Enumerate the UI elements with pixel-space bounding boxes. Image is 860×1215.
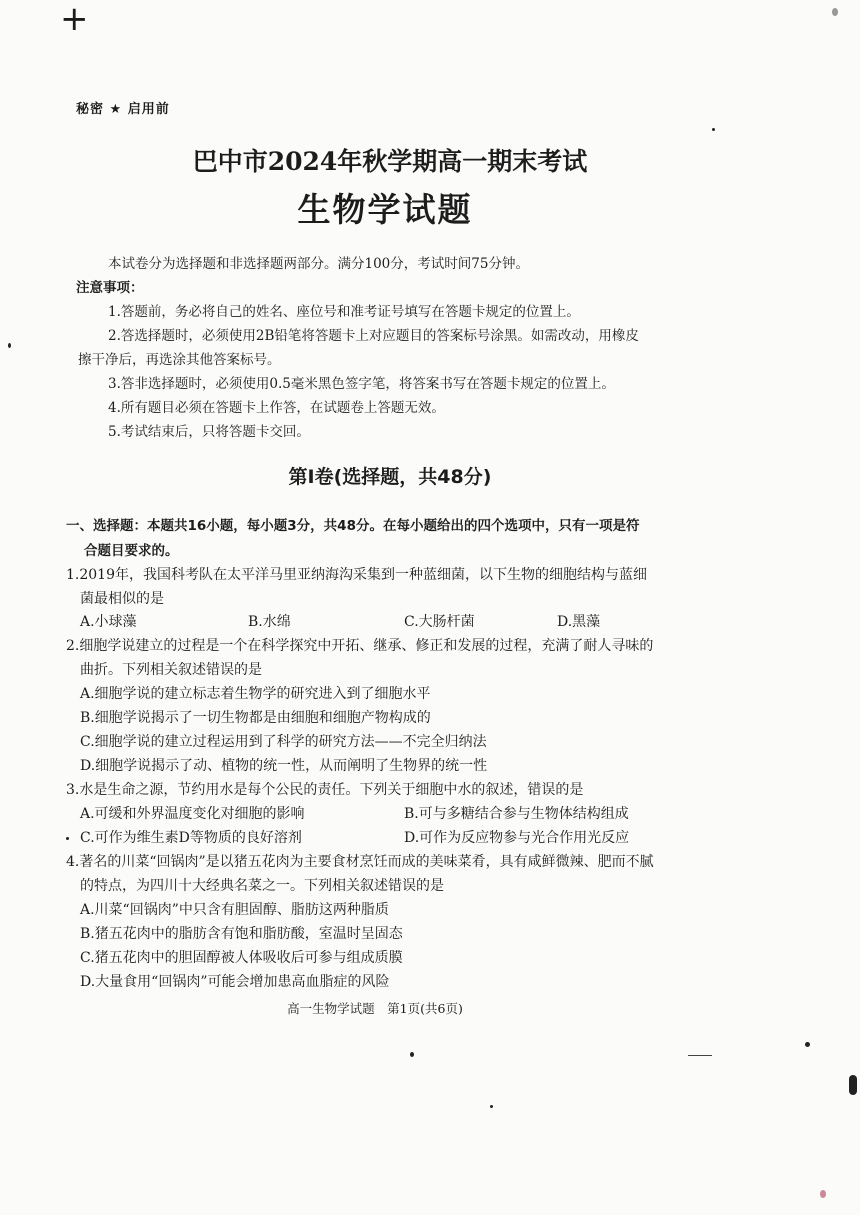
scan-speck <box>410 1052 414 1057</box>
question-stem: 的特点，为四川十大经典名菜之一。下列相关叙述错误的是 <box>80 878 444 894</box>
notice-item: 1.答题前，务必将自己的姓名、座位号和准考证号填写在答题卡规定的位置上。 <box>108 304 580 320</box>
answer-option: D.黑藻 <box>557 614 601 630</box>
answer-option: B.可与多糖结合参与生物体结构组成 <box>404 806 629 822</box>
notice-heading: 注意事项： <box>76 280 144 296</box>
notice-item: 3.答非选择题时，必须使用0.5毫米黑色签字笔，将答案书写在答题卡规定的位置上。 <box>108 376 615 392</box>
notice-item: 2.答选择题时，必须使用2B铅笔将答题卡上对应题目的答案标号涂黑。如需改动，用橡皮 <box>108 328 639 344</box>
answer-option: C.大肠杆菌 <box>404 614 475 630</box>
scan-speck <box>832 8 838 16</box>
notice-item: 4.所有题目必须在答题卡上作答，在试题卷上答题无效。 <box>108 400 445 416</box>
scan-speck <box>849 1075 857 1095</box>
question-stem: 3.水是生命之源，节约用水是每个公民的责任。下列关于细胞中水的叙述，错误的是 <box>66 782 584 798</box>
answer-option: A.小球藻 <box>80 614 137 630</box>
notice-item: 5.考试结束后，只将答题卡交回。 <box>108 424 310 440</box>
notice-item: 擦干净后，再选涂其他答案标号。 <box>78 352 281 368</box>
exam-title: 巴中市2024年秋学期高一期末考试 <box>192 147 588 176</box>
section-instruction: 一、选择题：本题共16小题，每小题3分，共48分。在每小题给出的四个选项中，只有一项是符 <box>66 518 640 534</box>
question-stem: 2.细胞学说建立的过程是一个在科学探究中开拓、继承、修正和发展的过程，充满了耐人寻味的 <box>66 638 654 654</box>
answer-option: C.猪五花肉中的胆固醇被人体吸收后可参与组成质膜 <box>80 950 403 966</box>
answer-option: C.可作为维生素D等物质的良好溶剂 <box>80 830 302 846</box>
crop-mark: + <box>60 0 89 39</box>
answer-option: C.细胞学说的建立过程运用到了科学的研究方法——不完全归纳法 <box>80 734 487 750</box>
answer-option: B.猪五花肉中的脂肪含有饱和脂肪酸，室温时呈固态 <box>80 926 403 942</box>
scan-speck <box>8 343 11 348</box>
scan-speck <box>820 1190 826 1198</box>
answer-option: A.川菜“回锅肉”中只含有胆固醇、脂肪这两种脂质 <box>80 902 389 918</box>
section-instruction: 合题目要求的。 <box>84 543 179 559</box>
scan-speck <box>66 837 69 840</box>
answer-option: B.水绵 <box>248 614 291 630</box>
page-footer: 高一生物学试题 第1页(共6页) <box>287 1001 463 1016</box>
scan-speck <box>490 1105 493 1108</box>
question-stem: 1.2019年，我国科考队在太平洋马里亚纳海沟采集到一种蓝细菌，以下生物的细胞结构与蓝细 <box>66 567 647 583</box>
scan-speck <box>712 128 715 131</box>
answer-option: D.细胞学说揭示了动、植物的统一性，从而阐明了生物界的统一性 <box>80 758 488 774</box>
answer-option: D.大量食用“回锅肉”可能会增加患高血脂症的风险 <box>80 974 390 990</box>
question-stem: 曲折。下列相关叙述错误的是 <box>80 662 262 678</box>
question-stem: 4.著名的川菜“回锅肉”是以猪五花肉为主要食材烹饪而成的美味菜肴，具有咸鲜微辣、肥而不腻 <box>66 854 654 870</box>
answer-option: D.可作为反应物参与光合作用光反应 <box>404 830 630 846</box>
scan-line <box>688 1055 712 1056</box>
answer-option: A.可缓和外界温度变化对细胞的影响 <box>80 806 305 822</box>
answer-option: B.细胞学说揭示了一切生物都是由细胞和细胞产物构成的 <box>80 710 431 726</box>
answer-option: A.细胞学说的建立标志着生物学的研究进入到了细胞水平 <box>80 686 431 702</box>
secret-mark: 秘密 ★ 启用前 <box>76 102 170 117</box>
subject-title: 生物学试题 <box>297 190 473 229</box>
section-heading: 第Ⅰ卷(选择题，共48分) <box>288 466 492 488</box>
question-stem: 菌最相似的是 <box>80 591 164 607</box>
intro-text: 本试卷分为选择题和非选择题两部分。满分100分，考试时间75分钟。 <box>108 256 529 272</box>
scan-speck <box>805 1042 810 1047</box>
